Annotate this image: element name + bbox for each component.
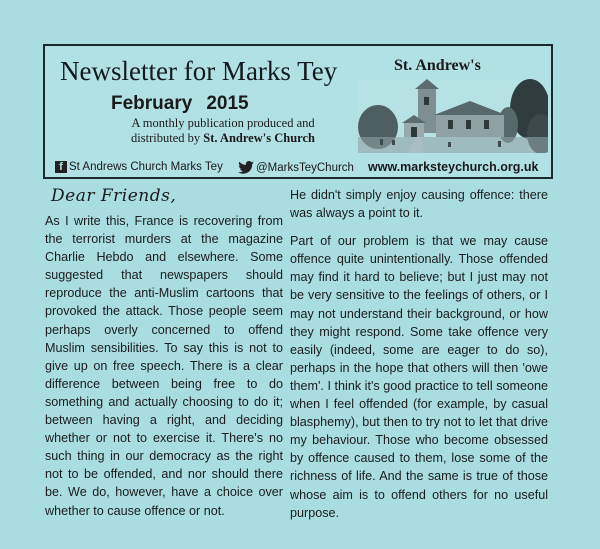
letter-right-column bbox=[290, 186, 548, 532]
publication-description bbox=[93, 116, 353, 146]
letter-paragraph-continued: He didn't simply enjoy causing offence: there was always a point to it. bbox=[290, 188, 548, 221]
twitter-link[interactable] bbox=[238, 161, 354, 174]
issue-date bbox=[111, 93, 249, 115]
description-prefix: distributed by bbox=[131, 131, 204, 145]
website-link[interactable]: www.marksteychurch.org.uk bbox=[368, 160, 539, 174]
issue-year: 2015 bbox=[206, 93, 249, 114]
masthead-box bbox=[43, 44, 553, 179]
issue-month: February bbox=[111, 93, 193, 114]
church-photo bbox=[358, 79, 548, 153]
letter-paragraph-2: Part of our problem is that we may cause offence quite unintentionally. Those offended may find it hard to believe; but I just may not be very sensitive to the feelings of others, or I may not understand their background, or how they might respond. Some take offence very easily (indeed, some are eager to do so), perhaps in the hope that others will then 'owe them'. I think it's good practice to tell someone when I feel offended (for example, by casual blasphemy), but then to try not to let that drive my behaviour. Those who become obsessed by offence caused to them, lose some of the richness of life. And the same is true of those whose aim is to offend others for no useful purpose. bbox=[290, 234, 548, 520]
church-name: St. Andrew's bbox=[394, 57, 481, 74]
newsletter-title: Newsletter for Marks Tey bbox=[60, 56, 338, 86]
twitter-handle: @MarksTeyChurch bbox=[256, 161, 354, 174]
contact-bar bbox=[55, 161, 550, 179]
facebook-label: St Andrews Church Marks Tey bbox=[69, 161, 223, 173]
description-line-2 bbox=[93, 131, 353, 146]
letter-left-column bbox=[45, 186, 283, 530]
twitter-icon bbox=[238, 161, 254, 174]
description-line-1: A monthly publication produced and bbox=[131, 116, 315, 130]
letter-paragraph-1: As I write this, France is recovering from the terrorist murders at the magazine Charlie Hebdo and elsewhere. Some suggested that newspapers should reproduce the anti-Muslim cartoons that provoked the attack. Those people seem perhaps overly concerned to offend Muslim sensibilities. To say this is not to give up on free speech. There is a clear difference between being free to do something and actually choosing to do it; between having a right, and deciding whether or not to exercise it. There's no such thing in our democracy as the right not to be offended, and nor should there be. We do, however, have a choice over whether to cause offence or not. bbox=[45, 214, 283, 518]
letter-greeting: Dear Friends, bbox=[51, 186, 177, 206]
facebook-icon: f bbox=[55, 161, 67, 173]
church-credit: St. Andrew's Church bbox=[203, 131, 315, 145]
facebook-link[interactable] bbox=[55, 161, 223, 173]
